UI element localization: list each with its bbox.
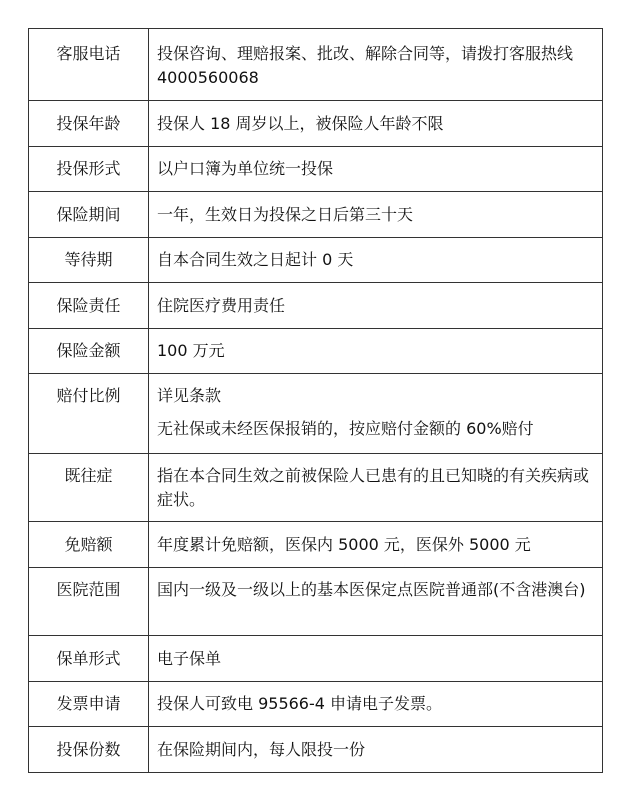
table-row (29, 454, 603, 522)
row-label: 发票申请 (56, 694, 121, 713)
row-value-cell (149, 238, 603, 283)
row-value: 指在本合同生效之前被保险人已患有的且已知晓的有关疾病或症状。 (157, 466, 590, 509)
row-value: 投保人可致电 95566-4 申请电子发票。 (157, 694, 443, 713)
row-value: 国内一级及一级以上的基本医保定点医院普通部(不含港澳台) (157, 580, 586, 599)
row-label-cell (29, 238, 149, 283)
row-value-cell (149, 454, 603, 522)
row-value-cell (149, 374, 603, 454)
row-value: 电子保单 (157, 649, 222, 668)
table-row (29, 192, 603, 238)
row-label: 医院范围 (56, 580, 121, 599)
row-label-cell (29, 636, 149, 682)
row-value: 住院医疗费用责任 (157, 296, 286, 315)
row-value-cell (149, 636, 603, 682)
row-value: 在保险期间内，每人限投一份 (157, 740, 366, 759)
row-value-cell (149, 329, 603, 374)
row-value: 100 万元 (157, 341, 225, 360)
row-value-cell (149, 101, 603, 147)
table-row (29, 238, 603, 283)
insurance-info-table (28, 28, 603, 773)
table-row (29, 682, 603, 727)
table-row (29, 29, 603, 101)
row-label: 保险期间 (56, 205, 121, 224)
row-label: 既往症 (64, 466, 113, 485)
row-label: 保单形式 (56, 649, 121, 668)
row-value-cell (149, 29, 603, 101)
row-label: 赔付比例 (56, 386, 121, 405)
row-value-cell (149, 522, 603, 568)
row-value-cell (149, 568, 603, 636)
row-label-cell (29, 568, 149, 636)
row-label: 保险责任 (56, 296, 121, 315)
row-label: 投保年龄 (56, 114, 121, 133)
row-value-cell (149, 192, 603, 238)
row-value: 年度累计免赔额，医保内 5000 元，医保外 5000 元 (157, 535, 531, 554)
row-label: 等待期 (64, 250, 113, 269)
table-row (29, 147, 603, 192)
table-row (29, 568, 603, 636)
row-value-cell (149, 682, 603, 727)
row-value: 一年，生效日为投保之日后第三十天 (157, 205, 414, 224)
row-label-cell (29, 283, 149, 329)
row-label-cell (29, 522, 149, 568)
table-row (29, 522, 603, 568)
row-value: 以户口簿为单位统一投保 (157, 159, 334, 178)
row-value: 投保人 18 周岁以上，被保险人年龄不限 (157, 114, 444, 133)
row-label-cell (29, 374, 149, 454)
row-label: 投保形式 (56, 159, 121, 178)
row-label: 免赔额 (64, 535, 113, 554)
row-label-cell (29, 101, 149, 147)
row-label-cell (29, 682, 149, 727)
row-label-cell (29, 147, 149, 192)
row-label-cell (29, 727, 149, 773)
row-label-cell (29, 329, 149, 374)
table-row (29, 101, 603, 147)
row-value: 自本合同生效之日起计 0 天 (157, 250, 354, 269)
table-row (29, 329, 603, 374)
row-value-cell (149, 147, 603, 192)
row-label: 客服电话 (56, 44, 121, 63)
table-row (29, 727, 603, 773)
row-label-cell (29, 29, 149, 101)
row-value: 投保咨询、理赔报案、批改、解除合同等，请拨打客服热线 4000560068 (157, 44, 574, 87)
table-row (29, 636, 603, 682)
row-value: 详见条款 (157, 386, 222, 405)
table-row (29, 374, 603, 454)
row-label: 投保份数 (56, 740, 121, 759)
row-value-note: 无社保或未经医保报销的，按应赔付金额的 60%赔付 (157, 419, 534, 438)
row-value-cell (149, 727, 603, 773)
table-row (29, 283, 603, 329)
row-label: 保险金额 (56, 341, 121, 360)
row-label-cell (29, 454, 149, 522)
row-value-cell (149, 283, 603, 329)
row-label-cell (29, 192, 149, 238)
